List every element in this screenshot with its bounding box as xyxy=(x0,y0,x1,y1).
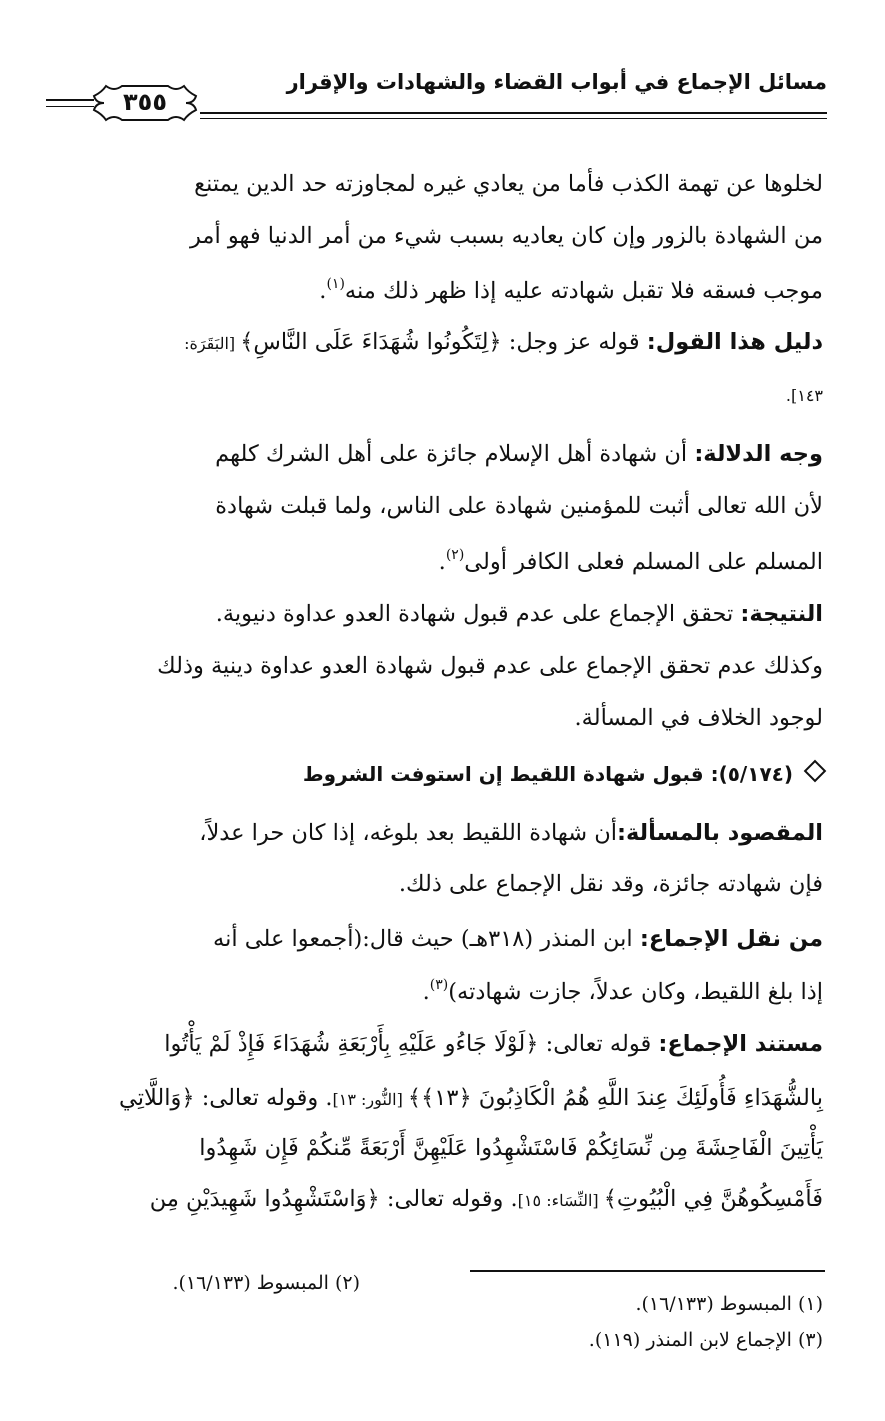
text-line-6 xyxy=(44,443,823,466)
quran-verse: ﴿لَوْلَا جَاءُو عَلَيْهِ بِأَرْبَعَةِ شُهَدَاءَ فَإِذْ لَمْ يَأْتُوا xyxy=(164,1031,539,1057)
text-line-3 xyxy=(44,277,823,303)
line-text: . وقوله تعالى: xyxy=(379,1186,518,1212)
line-text: لأن الله تعالى أثبت للمؤمنين شهادة على الناس، ولما قبلت شهادة xyxy=(215,493,823,519)
verse-reference: [النُّور: ١٣] xyxy=(332,1090,408,1109)
footnote-marker: (٣) xyxy=(429,977,449,993)
line-text: قوله تعالى: xyxy=(538,1031,659,1057)
text-line-4 xyxy=(44,331,823,354)
header-rule-left-top xyxy=(46,99,94,101)
running-header-title: مسائل الإجماع في أبواب القضاء والشهادات والإقرار xyxy=(286,70,827,94)
verse-reference: [النِّسَاء: ١٥] xyxy=(517,1191,604,1210)
verse-reference: ١٤٣]. xyxy=(785,386,823,405)
text-line-20 xyxy=(44,1188,823,1211)
text-line-2 xyxy=(44,225,823,248)
header-rule-bottom xyxy=(200,118,827,119)
line-text: تحقق الإجماع على عدم قبول شهادة العدو عداوة دنيوية. xyxy=(215,601,741,627)
text-line-11 xyxy=(44,707,823,730)
section-heading xyxy=(44,763,823,786)
line-text: من الشهادة بالزور وإن كان يعاديه بسبب شيء من أمر الدنيا فهو أمر xyxy=(190,223,823,249)
text-line-17 xyxy=(44,1033,823,1056)
line-text: لوجود الخلاف في المسألة. xyxy=(574,705,823,731)
text-line-16 xyxy=(44,978,823,1004)
footnote-2: (٢) المبسوط (١٦/١٣٣). xyxy=(172,1272,360,1294)
text-line-19 xyxy=(44,1137,823,1160)
quran-verse: بِالشُّهَدَاءِ فَأُولَئِكَ عِندَ اللَّهِ هُمُ الْكَاذِبُونَ ﴿١٣﴾﴾ xyxy=(407,1085,823,1111)
paragraph-label: النتيجة: xyxy=(740,601,823,627)
line-text: إذا بلغ اللقيط، وكان عدلاً، جازت شهادته) xyxy=(448,979,823,1005)
header-rule-left-bottom xyxy=(46,106,94,107)
line-text: . وقوله تعالى: xyxy=(194,1085,333,1111)
footnote-marker: (٢) xyxy=(445,547,465,563)
quran-verse: يَأْتِينَ الْفَاحِشَةَ مِن نِّسَائِكُمْ فَاسْتَشْهِدُوا عَلَيْهِنَّ أَرْبَعَةً مِّنكُمْ فَإِن شَهِدُوا xyxy=(199,1135,823,1161)
footnote-1: (١) المبسوط (١٦/١٣٣). xyxy=(635,1293,823,1315)
paragraph-label: دليل هذا القول: xyxy=(646,329,823,355)
text-line-5 xyxy=(44,383,823,406)
paragraph-label: المقصود بالمسألة: xyxy=(617,820,823,846)
line-text: لخلوها عن تهمة الكذب فأما من يعادي غيره لمجاوزته حد الدين يمتنع xyxy=(194,171,823,197)
text-line-14 xyxy=(44,873,823,896)
line-end: . xyxy=(438,549,446,575)
paragraph-label: من نقل الإجماع: xyxy=(639,926,823,952)
header-rule-top xyxy=(200,112,827,114)
footnote-separator xyxy=(470,1270,825,1272)
paragraph-label: وجه الدلالة: xyxy=(694,441,823,467)
text-line-10 xyxy=(44,655,823,678)
footnote-3: (٣) الإجماع لابن المنذر (١١٩). xyxy=(588,1329,823,1351)
diamond-bullet-icon xyxy=(804,760,827,783)
line-text: المسلم على المسلم فعلى الكافر أولى xyxy=(464,549,823,575)
page-number: ٣٥٥ xyxy=(123,88,167,116)
line-text: قوله عز وجل: xyxy=(501,329,647,355)
line-text: فإن شهادته جائزة، وقد نقل الإجماع على ذلك. xyxy=(398,871,823,897)
text-line-7 xyxy=(44,495,823,518)
line-end: . xyxy=(422,979,430,1005)
quran-verse: ﴿لِتَكُونُوا شُهَدَاءَ عَلَى النَّاسِ﴾ xyxy=(240,329,502,355)
paragraph-label: مستند الإجماع: xyxy=(658,1031,823,1057)
quran-verse: ﴿وَاسْتَشْهِدُوا شَهِيدَيْنِ مِن xyxy=(149,1186,380,1212)
issue-title: (٥/١٧٤): قبول شهادة اللقيط إن استوفت الشروط xyxy=(302,762,793,786)
quran-verse: ﴿وَاللَّاتِي xyxy=(118,1085,195,1111)
text-line-15 xyxy=(44,928,823,951)
line-text: أن شهادة أهل الإسلام جائزة على أهل الشرك كلهم xyxy=(215,441,695,467)
line-end: . xyxy=(319,278,327,304)
text-line-13 xyxy=(44,822,823,845)
text-line-9 xyxy=(44,603,823,626)
line-text: ابن المنذر (٣١٨هـ) حيث قال:(أجمعوا على أنه xyxy=(213,926,640,952)
text-line-18 xyxy=(44,1087,823,1110)
quran-verse: فَأَمْسِكُوهُنَّ فِي الْبُيُوتِ﴾ xyxy=(603,1186,823,1212)
line-text: موجب فسقه فلا تقبل شهادته عليه إذا ظهر ذلك منه xyxy=(344,278,823,304)
line-text: وكذلك عدم تحقق الإجماع على عدم قبول شهادة العدو عداوة دينية وذلك xyxy=(157,653,823,679)
text-line-8 xyxy=(44,548,823,574)
verse-reference: [البَقَرَة: xyxy=(184,334,241,353)
footnote-marker: (١) xyxy=(326,276,345,292)
line-text: أن شهادة اللقيط بعد بلوغه، إذا كان حرا عدلاً، xyxy=(199,820,618,846)
page-number-badge xyxy=(92,82,198,124)
text-line-1 xyxy=(44,173,823,196)
